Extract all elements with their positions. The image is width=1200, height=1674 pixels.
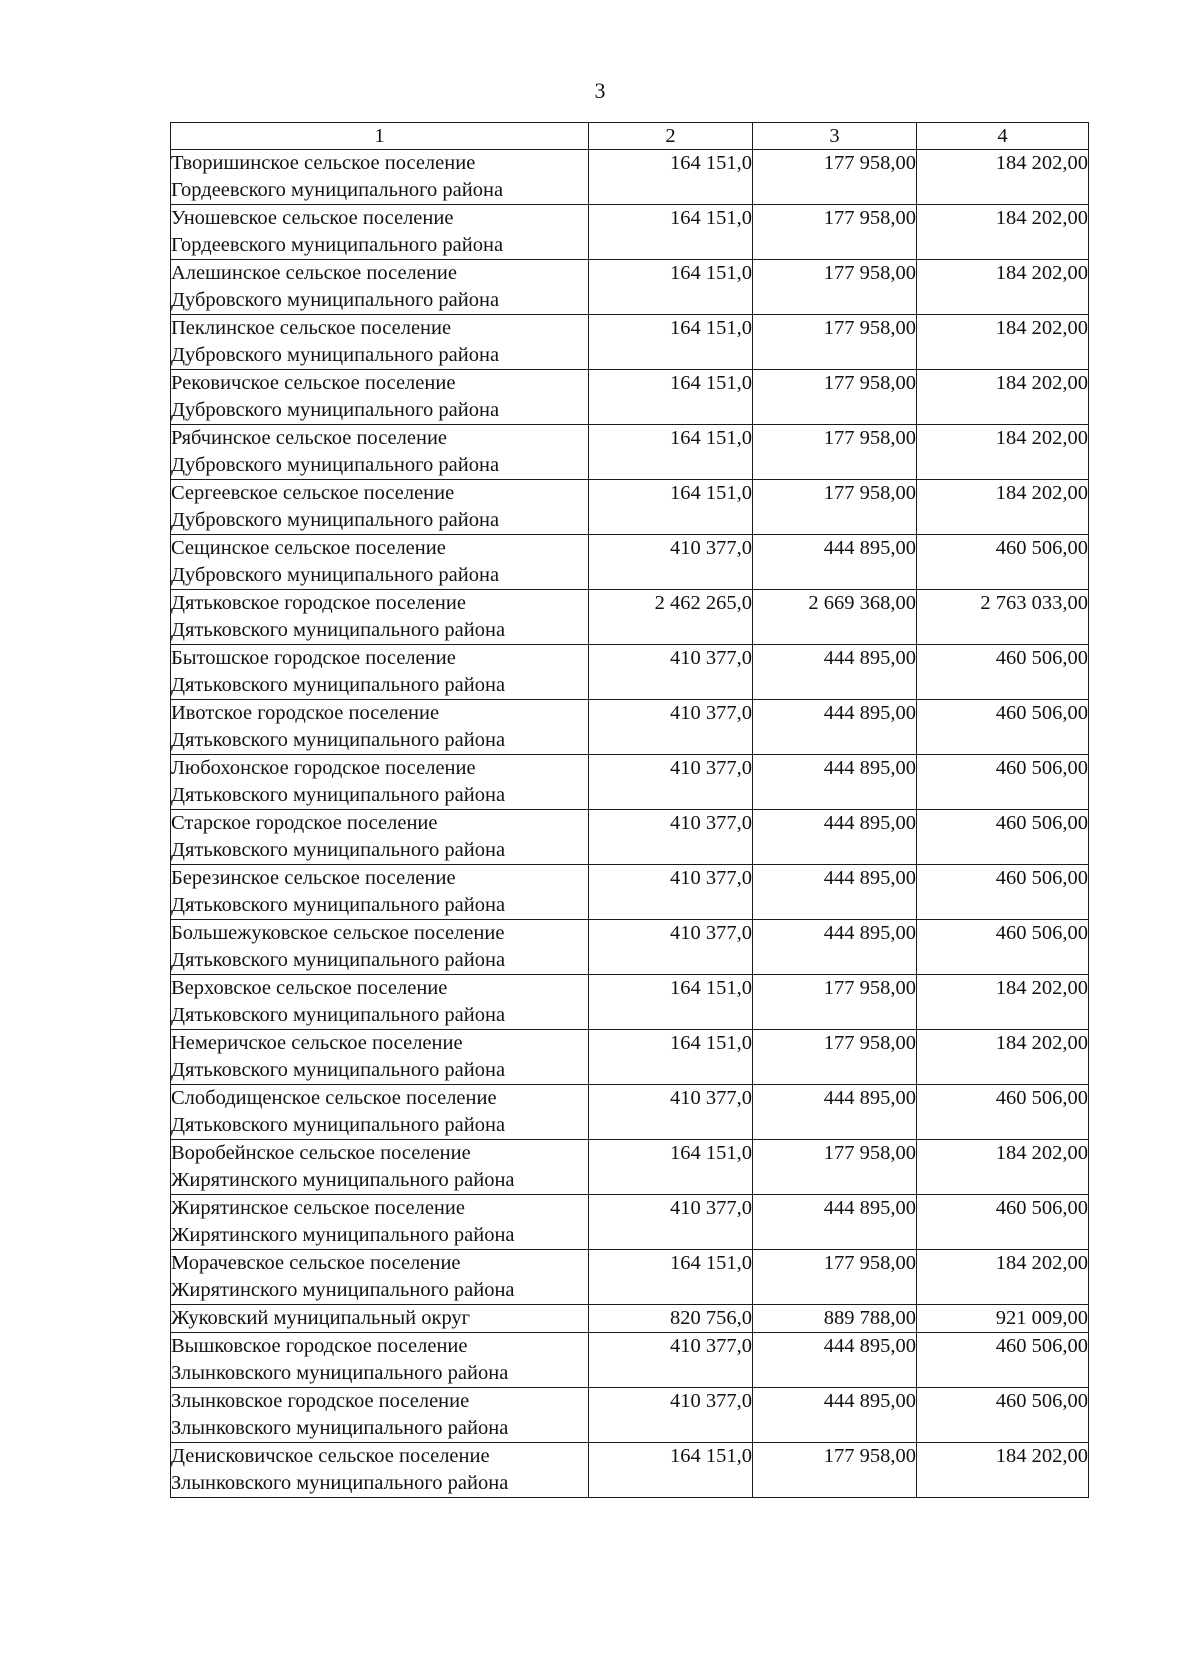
amount-cell-col4: 460 506,00 (917, 1333, 1089, 1388)
settlement-name: Воробейнское сельское поселение (171, 1142, 471, 1164)
settlement-name: Большежуковское сельское поселение (171, 922, 505, 944)
table-row (171, 1250, 1089, 1305)
settlement-name: Дятьковское городское поселение (171, 592, 466, 614)
settlement-name: Вышковское городское поселение (171, 1335, 468, 1357)
amount-cell-col4: 184 202,00 (917, 1140, 1089, 1195)
settlement-name: Алешинское сельское поселение (171, 262, 457, 284)
amount-cell-col4: 184 202,00 (917, 205, 1089, 260)
page-number: 3 (594, 78, 606, 103)
amount-cell-col4: 460 506,00 (917, 810, 1089, 865)
settlement-name: Жуковский муниципальный округ (171, 1307, 471, 1329)
amount-cell-col4: 184 202,00 (917, 315, 1089, 370)
settlement-name: Рябчинское сельское поселение (171, 427, 448, 449)
district-name: Дятьковского муниципального района (171, 784, 506, 806)
settlement-name: Пеклинское сельское поселение (171, 317, 452, 339)
amount-cell-col4: 921 009,00 (917, 1305, 1089, 1333)
settlement-name-cell (171, 535, 589, 590)
amount-cell-col4: 184 202,00 (917, 1443, 1089, 1498)
amount-cell-col4: 460 506,00 (917, 1195, 1089, 1250)
amount-cell-col4: 460 506,00 (917, 700, 1089, 755)
amount-cell-col3: 444 895,00 (753, 755, 917, 810)
settlement-name-cell (171, 865, 589, 920)
district-name: Дубровского муниципального района (171, 399, 500, 421)
amount-cell-col2: 410 377,0 (589, 1195, 753, 1250)
amount-cell-col3: 444 895,00 (753, 865, 917, 920)
district-name: Дятьковского муниципального района (171, 1114, 506, 1136)
amount-cell-col3: 177 958,00 (753, 370, 917, 425)
amount-cell-col4: 460 506,00 (917, 755, 1089, 810)
amount-cell-col4: 460 506,00 (917, 920, 1089, 975)
amount-cell-col3: 177 958,00 (753, 260, 917, 315)
table-body (171, 150, 1089, 1498)
settlement-name-cell (171, 150, 589, 205)
header-row (171, 123, 1089, 150)
settlement-name-cell (171, 700, 589, 755)
amount-cell-col3: 444 895,00 (753, 535, 917, 590)
amount-cell-col3: 444 895,00 (753, 1195, 917, 1250)
table-row (171, 370, 1089, 425)
district-name: Дубровского муниципального района (171, 564, 500, 586)
table-row (171, 315, 1089, 370)
settlement-name: Злынковское городское поселение (171, 1390, 470, 1412)
settlement-name: Старское городское поселение (171, 812, 438, 834)
amount-cell-col2: 410 377,0 (589, 1085, 753, 1140)
settlement-name-cell (171, 1250, 589, 1305)
district-name: Дятьковского муниципального района (171, 894, 506, 916)
settlement-name: Морачевское сельское поселение (171, 1252, 461, 1274)
settlement-name: Сещинское сельское поселение (171, 537, 446, 559)
settlement-name-cell (171, 810, 589, 865)
district-name: Гордеевского муниципального района (171, 234, 504, 256)
settlement-name-cell (171, 1305, 589, 1333)
amount-cell-col2: 164 151,0 (589, 370, 753, 425)
amount-cell-col4: 460 506,00 (917, 645, 1089, 700)
amount-cell-col3: 444 895,00 (753, 1085, 917, 1140)
district-name: Дятьковского муниципального района (171, 949, 506, 971)
settlement-name-cell (171, 260, 589, 315)
amount-cell-col2: 410 377,0 (589, 1333, 753, 1388)
amount-cell-col3: 444 895,00 (753, 920, 917, 975)
settlement-name-cell (171, 1388, 589, 1443)
settlement-name-cell (171, 315, 589, 370)
amount-cell-col2: 410 377,0 (589, 865, 753, 920)
settlement-name-cell (171, 590, 589, 645)
amount-cell-col3: 177 958,00 (753, 1443, 917, 1498)
amount-cell-col4: 184 202,00 (917, 1250, 1089, 1305)
district-name: Гордеевского муниципального района (171, 179, 504, 201)
table-row (171, 810, 1089, 865)
table-row (171, 1030, 1089, 1085)
amount-cell-col4: 460 506,00 (917, 865, 1089, 920)
data-table (170, 122, 1089, 1498)
settlement-name: Уношевское сельское поселение (171, 207, 454, 229)
settlement-name-cell (171, 205, 589, 260)
settlement-name-cell (171, 1085, 589, 1140)
amount-cell-col2: 410 377,0 (589, 645, 753, 700)
column-header-4: 4 (917, 123, 1089, 150)
district-name: Злынковского муниципального района (171, 1472, 509, 1494)
table-row (171, 205, 1089, 260)
district-name: Дятьковского муниципального района (171, 839, 506, 861)
settlement-name-cell (171, 1333, 589, 1388)
amount-cell-col3: 444 895,00 (753, 810, 917, 865)
settlement-name: Верховское сельское поселение (171, 977, 448, 999)
amount-cell-col2: 410 377,0 (589, 700, 753, 755)
amount-cell-col3: 889 788,00 (753, 1305, 917, 1333)
district-name: Дубровского муниципального района (171, 289, 500, 311)
amount-cell-col3: 177 958,00 (753, 315, 917, 370)
amount-cell-col4: 2 763 033,00 (917, 590, 1089, 645)
table-row (171, 700, 1089, 755)
table-row (171, 1443, 1089, 1498)
district-name: Злынковского муниципального района (171, 1362, 509, 1384)
amount-cell-col2: 410 377,0 (589, 920, 753, 975)
settlement-name-cell (171, 425, 589, 480)
amount-cell-col3: 177 958,00 (753, 1030, 917, 1085)
amount-cell-col3: 177 958,00 (753, 205, 917, 260)
table-row (171, 1140, 1089, 1195)
settlement-name: Сергеевское сельское поселение (171, 482, 455, 504)
district-name: Жирятинского муниципального района (171, 1169, 515, 1191)
amount-cell-col3: 177 958,00 (753, 1250, 917, 1305)
amount-cell-col2: 164 151,0 (589, 975, 753, 1030)
settlement-name-cell (171, 1140, 589, 1195)
settlement-name-cell (171, 370, 589, 425)
settlement-name: Ивотское городское поселение (171, 702, 440, 724)
amount-cell-col2: 164 151,0 (589, 150, 753, 205)
column-header-3: 3 (753, 123, 917, 150)
table-row (171, 975, 1089, 1030)
settlement-name-cell (171, 480, 589, 535)
table-row (171, 260, 1089, 315)
amount-cell-col3: 177 958,00 (753, 150, 917, 205)
amount-cell-col4: 184 202,00 (917, 975, 1089, 1030)
amount-cell-col2: 410 377,0 (589, 1388, 753, 1443)
settlement-name: Бытошское городское поселение (171, 647, 456, 669)
amount-cell-col2: 164 151,0 (589, 260, 753, 315)
settlement-name-cell (171, 755, 589, 810)
settlement-name: Любохонское городское поселение (171, 757, 476, 779)
settlement-name-cell (171, 1195, 589, 1250)
amount-cell-col4: 460 506,00 (917, 535, 1089, 590)
district-name: Дятьковского муниципального района (171, 1059, 506, 1081)
settlement-name: Немеричское сельское поселение (171, 1032, 463, 1054)
amount-cell-col3: 177 958,00 (753, 480, 917, 535)
amount-cell-col3: 444 895,00 (753, 1388, 917, 1443)
amount-cell-col2: 164 151,0 (589, 315, 753, 370)
table-row (171, 920, 1089, 975)
table-row (171, 1333, 1089, 1388)
table-row (171, 1305, 1089, 1333)
amount-cell-col4: 184 202,00 (917, 370, 1089, 425)
amount-cell-col3: 177 958,00 (753, 425, 917, 480)
table-row (171, 150, 1089, 205)
amount-cell-col4: 184 202,00 (917, 150, 1089, 205)
settlement-name-cell (171, 1030, 589, 1085)
table-row (171, 535, 1089, 590)
table-row (171, 755, 1089, 810)
amount-cell-col2: 164 151,0 (589, 480, 753, 535)
amount-cell-col4: 460 506,00 (917, 1388, 1089, 1443)
amount-cell-col2: 164 151,0 (589, 1030, 753, 1085)
amount-cell-col4: 184 202,00 (917, 1030, 1089, 1085)
table-row (171, 425, 1089, 480)
amount-cell-col2: 410 377,0 (589, 755, 753, 810)
amount-cell-col4: 184 202,00 (917, 425, 1089, 480)
column-header-1: 1 (171, 123, 589, 150)
amount-cell-col4: 184 202,00 (917, 480, 1089, 535)
settlement-name: Рековичское сельское поселение (171, 372, 456, 394)
amount-cell-col2: 164 151,0 (589, 1250, 753, 1305)
settlement-name: Денисковичское сельское поселение (171, 1445, 490, 1467)
table-row (171, 1195, 1089, 1250)
settlement-name: Березинское сельское поселение (171, 867, 456, 889)
district-name: Дятьковского муниципального района (171, 1004, 506, 1026)
settlement-name: Слободищенское сельское поселение (171, 1087, 497, 1109)
amount-cell-col2: 410 377,0 (589, 535, 753, 590)
amount-cell-col4: 460 506,00 (917, 1085, 1089, 1140)
table-row (171, 865, 1089, 920)
amount-cell-col3: 444 895,00 (753, 1333, 917, 1388)
table-row (171, 645, 1089, 700)
amount-cell-col3: 444 895,00 (753, 700, 917, 755)
settlement-name-cell (171, 1443, 589, 1498)
amount-cell-col3: 177 958,00 (753, 1140, 917, 1195)
table-row (171, 1388, 1089, 1443)
amount-cell-col4: 184 202,00 (917, 260, 1089, 315)
amount-cell-col2: 2 462 265,0 (589, 590, 753, 645)
district-name: Дятьковского муниципального района (171, 729, 506, 751)
amount-cell-col2: 164 151,0 (589, 205, 753, 260)
amount-cell-col2: 164 151,0 (589, 1443, 753, 1498)
amount-cell-col3: 177 958,00 (753, 975, 917, 1030)
district-name: Дятьковского муниципального района (171, 619, 506, 641)
table-row (171, 590, 1089, 645)
amount-cell-col3: 2 669 368,00 (753, 590, 917, 645)
settlement-name-cell (171, 645, 589, 700)
district-name: Дубровского муниципального района (171, 509, 500, 531)
amount-cell-col3: 444 895,00 (753, 645, 917, 700)
district-name: Жирятинского муниципального района (171, 1224, 515, 1246)
settlement-name-cell (171, 975, 589, 1030)
amount-cell-col2: 164 151,0 (589, 425, 753, 480)
amount-cell-col2: 820 756,0 (589, 1305, 753, 1333)
column-header-2: 2 (589, 123, 753, 150)
district-name: Дубровского муниципального района (171, 344, 500, 366)
settlement-name: Творишинское сельское поселение (171, 152, 476, 174)
table-row (171, 1085, 1089, 1140)
amount-cell-col2: 410 377,0 (589, 810, 753, 865)
amount-cell-col2: 164 151,0 (589, 1140, 753, 1195)
district-name: Дятьковского муниципального района (171, 674, 506, 696)
table-row (171, 480, 1089, 535)
district-name: Жирятинского муниципального района (171, 1279, 515, 1301)
settlement-name-cell (171, 920, 589, 975)
district-name: Злынковского муниципального района (171, 1417, 509, 1439)
district-name: Дубровского муниципального района (171, 454, 500, 476)
settlement-name: Жирятинское сельское поселение (171, 1197, 465, 1219)
